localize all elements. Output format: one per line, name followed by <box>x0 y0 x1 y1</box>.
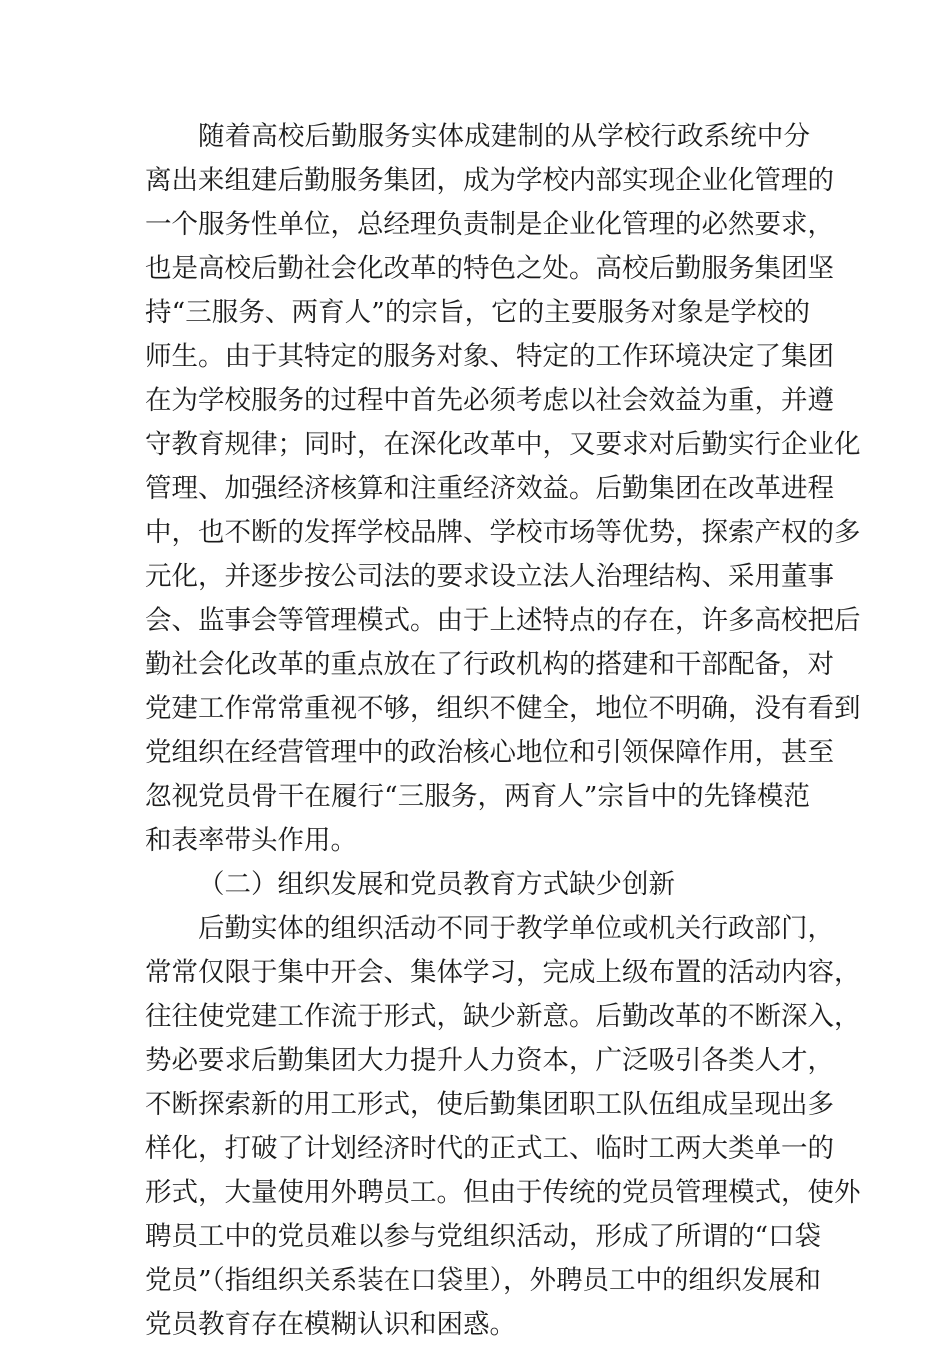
paragraph-1-line: 在为学校服务的过程中首先必须考虑以社会效益为重，并遵 <box>145 385 834 416</box>
paragraph-1-line: 党组织在经营管理中的政治核心地位和引领保障作用，甚至 <box>145 737 834 768</box>
paragraph-1-line: 元化，并逐步按公司法的要求设立法人治理结构、采用董事 <box>145 561 834 592</box>
paragraph-1-line: 守教育规律；同时，在深化改革中，又要求对后勤实行企业化 <box>145 429 861 460</box>
section-heading: （二）组织发展和党员教育方式缺少创新 <box>198 869 675 900</box>
paragraph-1-line: 管理、加强经济核算和注重经济效益。后勤集团在改革进程 <box>145 473 834 504</box>
paragraph-1-line: 离出来组建后勤服务集团，成为学校内部实现企业化管理的 <box>145 165 834 196</box>
paragraph-1-line: 勤社会化改革的重点放在了行政机构的搭建和干部配备，对 <box>145 649 834 680</box>
paragraph-1-line: 忽视党员骨干在履行“三服务，两育人”宗旨中的先锋模范 <box>145 781 810 812</box>
paragraph-1-line: 随着高校后勤服务实体成建制的从学校行政系统中分 <box>198 121 810 152</box>
paragraph-2-line: 常常仅限于集中开会、集体学习，完成上级布置的活动内容， <box>145 957 861 988</box>
paragraph-1-line: 党建工作常常重视不够，组织不健全，地位不明确，没有看到 <box>145 693 861 724</box>
paragraph-1-line: 一个服务性单位，总经理负责制是企业化管理的必然要求， <box>145 209 834 240</box>
paragraph-2-line: 往往使党建工作流于形式，缺少新意。后勤改革的不断深入， <box>145 1001 861 1032</box>
paragraph-1-line: 也是高校后勤社会化改革的特色之处。高校后勤服务集团坚 <box>145 253 834 284</box>
paragraph-2-line: 聘员工中的党员难以参与党组织活动，形成了所谓的“口袋 <box>145 1221 822 1252</box>
paragraph-2-line: 不断探索新的用工形式，使后勤集团职工队伍组成呈现出多 <box>145 1089 834 1120</box>
paragraph-1-line: 持“三服务、两育人”的宗旨，它的主要服务对象是学校的 <box>145 297 810 328</box>
paragraph-1-line: 师生。由于其特定的服务对象、特定的工作环境决定了集团 <box>145 341 834 372</box>
body-text <box>145 115 861 1347</box>
paragraph-2-line: 形式，大量使用外聘员工。但由于传统的党员管理模式，使外 <box>145 1177 861 1208</box>
paragraph-2-line: 党员”（指组织关系装在口袋里），外聘员工中的组织发展和 <box>145 1265 822 1296</box>
paragraph-2-line: 样化，打破了计划经济时代的正式工、临时工两大类单一的 <box>145 1133 834 1164</box>
paragraph-1-line: 和表率带头作用。 <box>145 825 357 856</box>
paragraph-2-line: 势必要求后勤集团大力提升人力资本，广泛吸引各类人才， <box>145 1045 834 1076</box>
paragraph-1-line: 中，也不断的发挥学校品牌、学校市场等优势，探索产权的多 <box>145 517 861 548</box>
paragraph-2-line: 党员教育存在模糊认识和困惑。 <box>145 1309 516 1340</box>
paragraph-1-line: 会、监事会等管理模式。由于上述特点的存在，许多高校把后 <box>145 605 861 636</box>
paragraph-2-line: 后勤实体的组织活动不同于教学单位或机关行政部门， <box>198 913 834 944</box>
